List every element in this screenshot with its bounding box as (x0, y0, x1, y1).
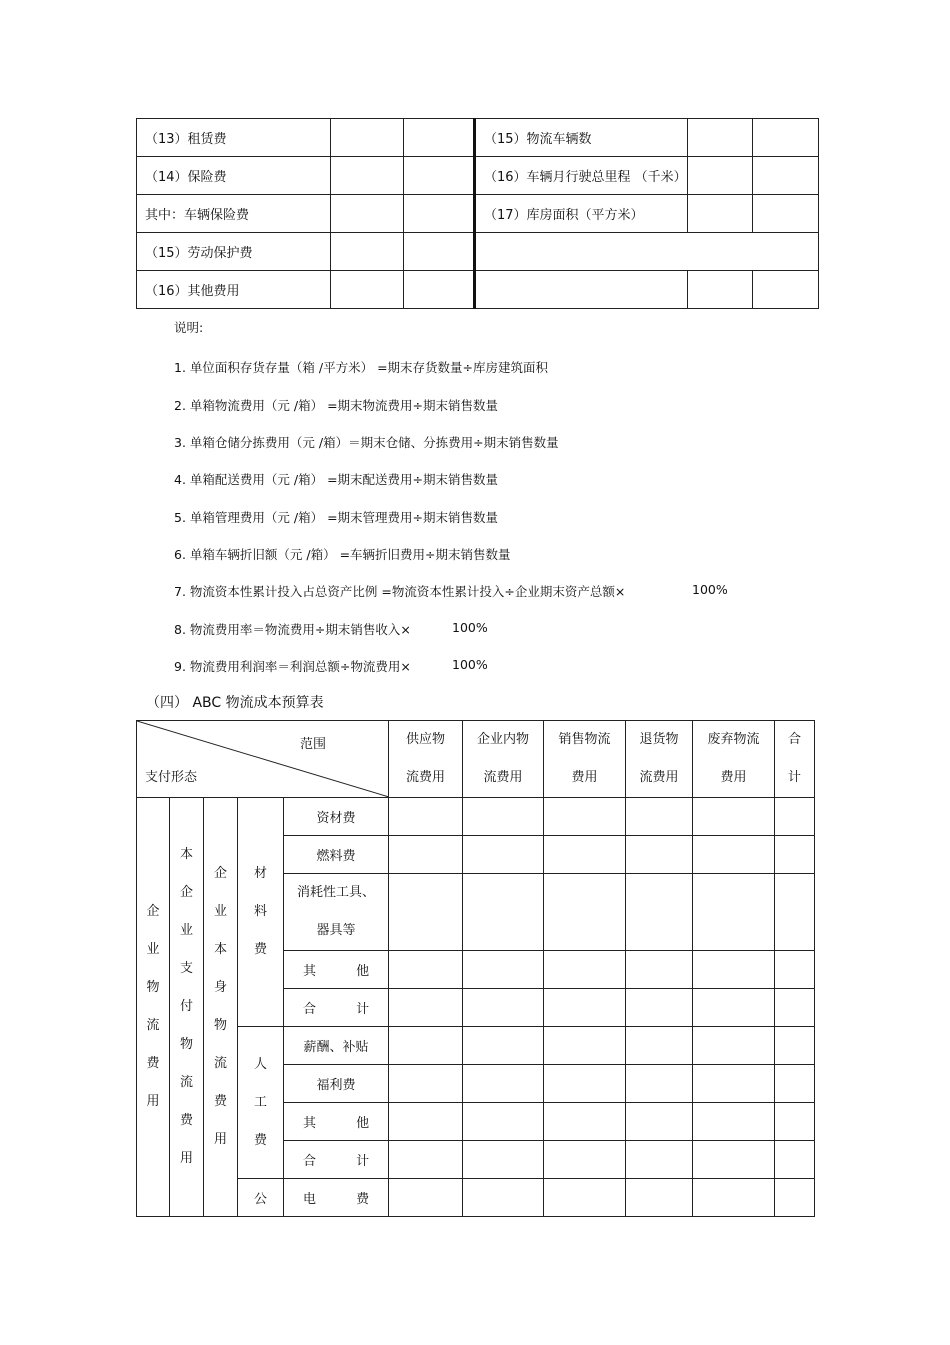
value-cell (693, 1103, 775, 1141)
note-item (174, 508, 498, 526)
diagonal-line (137, 721, 389, 797)
item-label: 燃料费 (284, 836, 389, 874)
note-item (174, 396, 498, 414)
value-cell (463, 989, 544, 1027)
column-header-line: 废弃物流 (707, 732, 760, 747)
row-label: （16）其他费用 (137, 271, 331, 309)
value-cell (775, 989, 815, 1027)
value-cell (463, 1027, 544, 1065)
table-row (137, 1027, 815, 1065)
value-cell (463, 1065, 544, 1103)
note-number: 3. (174, 435, 186, 450)
value-cell (693, 798, 775, 836)
value-cell (693, 1179, 775, 1217)
value-cell (389, 836, 463, 874)
table-row (137, 798, 815, 836)
value-cell (626, 1179, 693, 1217)
value-cell (389, 1141, 463, 1179)
diagonal-label-payment: 支付形态 (145, 770, 198, 785)
column-header (463, 721, 544, 798)
note-number: 2. (174, 398, 186, 413)
note-number: 5. (174, 510, 186, 525)
note-text: 单位面积存货存量（箱 /平方米） =期末存货数量÷库房建筑面积 (189, 360, 549, 375)
column-header-line: 费用 (720, 770, 747, 785)
value-cell (389, 989, 463, 1027)
note-percent: 100% (692, 582, 728, 597)
note-text: 单箱物流费用（元 /箱） =期末物流费用÷期末销售数量 (189, 398, 499, 413)
group-char: 企 (179, 885, 193, 900)
item-label: 福利费 (284, 1065, 389, 1103)
item-label-line: 器具等 (316, 923, 356, 938)
value-cell (544, 798, 626, 836)
value-cell (463, 1179, 544, 1217)
value-cell (389, 1027, 463, 1065)
value-cell (626, 989, 693, 1027)
item-label: 薪酬、补贴 (284, 1027, 389, 1065)
value-cell (775, 1141, 815, 1179)
value-cell (626, 951, 693, 989)
item-label (284, 1179, 389, 1217)
value-cell (389, 951, 463, 989)
column-header (544, 721, 626, 798)
group-char: 付 (179, 999, 193, 1014)
value-cell (693, 1065, 775, 1103)
group-char: 工 (253, 1094, 267, 1110)
value-cell (389, 874, 463, 951)
value-cell (463, 874, 544, 951)
value-cell (544, 951, 626, 989)
column-header (389, 721, 463, 798)
value-cell (544, 1179, 626, 1217)
value-cell (389, 1103, 463, 1141)
value-cell (693, 989, 775, 1027)
value-cell (693, 836, 775, 874)
note-item (174, 582, 625, 600)
item-label (284, 874, 389, 951)
value-cell (626, 1141, 693, 1179)
item-label (284, 951, 389, 989)
column-header-line: 流费用 (639, 770, 679, 785)
value-cell (544, 989, 626, 1027)
value-cell (775, 798, 815, 836)
note-item (174, 358, 548, 376)
section-title: （四） ABC 物流成本预算表 (146, 695, 324, 711)
column-header (775, 721, 815, 798)
row-label: （17）库房面积（平方米） (475, 195, 688, 233)
value-cell (775, 951, 815, 989)
value-cell (463, 1141, 544, 1179)
item-label (284, 1141, 389, 1179)
column-header (626, 721, 693, 798)
value-cell (463, 1103, 544, 1141)
group-char: 业 (179, 923, 193, 938)
value-cell (775, 1103, 815, 1141)
value-cell (626, 1103, 693, 1141)
value-cell (389, 1179, 463, 1217)
note-item (174, 657, 411, 675)
group-char: 材 (253, 866, 267, 881)
note-item (174, 470, 498, 488)
value-cell (544, 836, 626, 874)
diagonal-header-cell (137, 721, 389, 798)
value-cell (775, 836, 815, 874)
group-char: 业 (213, 904, 227, 919)
group-char: 物 (179, 1037, 193, 1052)
group-char: 流 (179, 1075, 193, 1090)
group-char: 企 (146, 904, 160, 919)
header-row (137, 721, 815, 798)
group-char: 本 (213, 942, 227, 957)
value-cell (693, 1027, 775, 1065)
column-header-line: 销售物流 (558, 732, 611, 747)
group-public-cost: 公 (238, 1179, 284, 1217)
note-text: 单箱仓储分拣费用（元 /箱）＝期末仓储、分拣费用÷期末销售数量 (189, 435, 559, 450)
column-header-line: 流费用 (483, 770, 523, 785)
group-char: 用 (213, 1132, 227, 1147)
note-item (174, 620, 411, 638)
item-label-line: 消耗性工具、 (297, 885, 376, 900)
group-char: 费 (179, 1113, 193, 1128)
column-header-line: 供应物 (406, 732, 446, 747)
value-cell (544, 874, 626, 951)
group-self-paid (170, 798, 204, 1217)
group-char: 用 (179, 1151, 193, 1166)
value-cell (693, 1141, 775, 1179)
note-percent: 100% (452, 620, 488, 635)
group-char: 费 (253, 1132, 267, 1148)
notes-heading: 说明: (174, 320, 204, 335)
value-cell (626, 1065, 693, 1103)
group-internal-logistics (204, 798, 238, 1217)
value-cell (775, 1179, 815, 1217)
item-label (284, 989, 389, 1027)
table-row (137, 1179, 815, 1217)
item-label-text: 电 费 (302, 1192, 388, 1207)
value-cell (775, 1027, 815, 1065)
note-item (174, 433, 559, 451)
value-cell (626, 798, 693, 836)
column-header-line: 流费用 (406, 770, 446, 785)
group-char: 费 (253, 942, 267, 957)
group-char: 物 (146, 980, 160, 995)
row-label: （13）租赁费 (137, 119, 331, 157)
value-cell (693, 874, 775, 951)
column-header-line: 合 (788, 732, 802, 747)
row-label: （14）保险费 (137, 157, 331, 195)
value-cell (693, 951, 775, 989)
note-text: 物流费用率＝物流费用÷期末销售收入× (189, 622, 411, 637)
value-cell (544, 1027, 626, 1065)
note-item (174, 545, 511, 563)
group-char: 本 (179, 847, 193, 862)
group-char: 业 (146, 942, 160, 957)
group-char: 人 (253, 1056, 267, 1072)
item-label-text: 合 计 (302, 1002, 388, 1017)
note-text: 单箱管理费用（元 /箱） =期末管理费用÷期末销售数量 (189, 510, 499, 525)
note-text: 物流资本性累计投入占总资产比例 =物流资本性累计投入÷企业期末资产总额× (189, 584, 626, 599)
group-labor-cost (238, 1027, 284, 1179)
value-cell (775, 1065, 815, 1103)
value-cell (389, 798, 463, 836)
group-material-cost (238, 798, 284, 1027)
column-header (693, 721, 775, 798)
group-char: 企 (213, 866, 227, 881)
group-char: 流 (213, 1056, 227, 1071)
abc-budget-table (136, 720, 815, 1217)
column-header-line: 企业内物 (477, 732, 530, 747)
column-header-line: 计 (788, 770, 802, 785)
value-cell (544, 1065, 626, 1103)
value-cell (626, 874, 693, 951)
column-header-line: 退货物 (639, 732, 679, 747)
note-number: 6. (174, 547, 186, 562)
group-char: 费 (213, 1094, 227, 1109)
row-label: （15）劳动保护费 (137, 233, 331, 271)
group-char: 用 (146, 1094, 160, 1109)
item-label: 资材费 (284, 798, 389, 836)
value-cell (544, 1141, 626, 1179)
value-cell (463, 836, 544, 874)
value-cell (544, 1103, 626, 1141)
note-number: 7. (174, 584, 186, 599)
item-label-text: 其 他 (302, 964, 388, 979)
value-cell (626, 1027, 693, 1065)
note-percent: 100% (452, 657, 488, 672)
group-char: 物 (213, 1018, 227, 1033)
item-label-text: 其 他 (302, 1116, 388, 1131)
group-char: 费 (146, 1056, 160, 1071)
value-cell (389, 1065, 463, 1103)
note-number: 9. (174, 659, 186, 674)
diagonal-label-scope: 范围 (300, 737, 327, 752)
item-label (284, 1103, 389, 1141)
note-number: 1. (174, 360, 186, 375)
value-cell (463, 798, 544, 836)
row-label: （16）车辆月行驶总里程 （千米） (475, 157, 688, 195)
group-enterprise-logistics (137, 798, 170, 1217)
note-text: 物流费用利润率＝利润总额÷物流费用× (189, 659, 411, 674)
value-cell (775, 874, 815, 951)
group-char: 料 (253, 904, 267, 919)
note-text: 单箱车辆折旧额（元 /箱） =车辆折旧费用÷期末销售数量 (189, 547, 511, 562)
column-header-line: 费用 (571, 770, 598, 785)
value-cell (463, 951, 544, 989)
note-number: 8. (174, 622, 186, 637)
row-label: （15）物流车辆数 (475, 119, 688, 157)
group-char: 流 (146, 1018, 160, 1033)
row-label: 其中：车辆保险费 (137, 195, 331, 233)
group-char: 身 (213, 980, 227, 995)
item-label-text: 合 计 (302, 1154, 388, 1169)
group-char: 支 (179, 961, 193, 976)
note-number: 4. (174, 472, 186, 487)
note-text: 单箱配送费用（元 /箱） =期末配送费用÷期末销售数量 (189, 472, 499, 487)
value-cell (626, 836, 693, 874)
